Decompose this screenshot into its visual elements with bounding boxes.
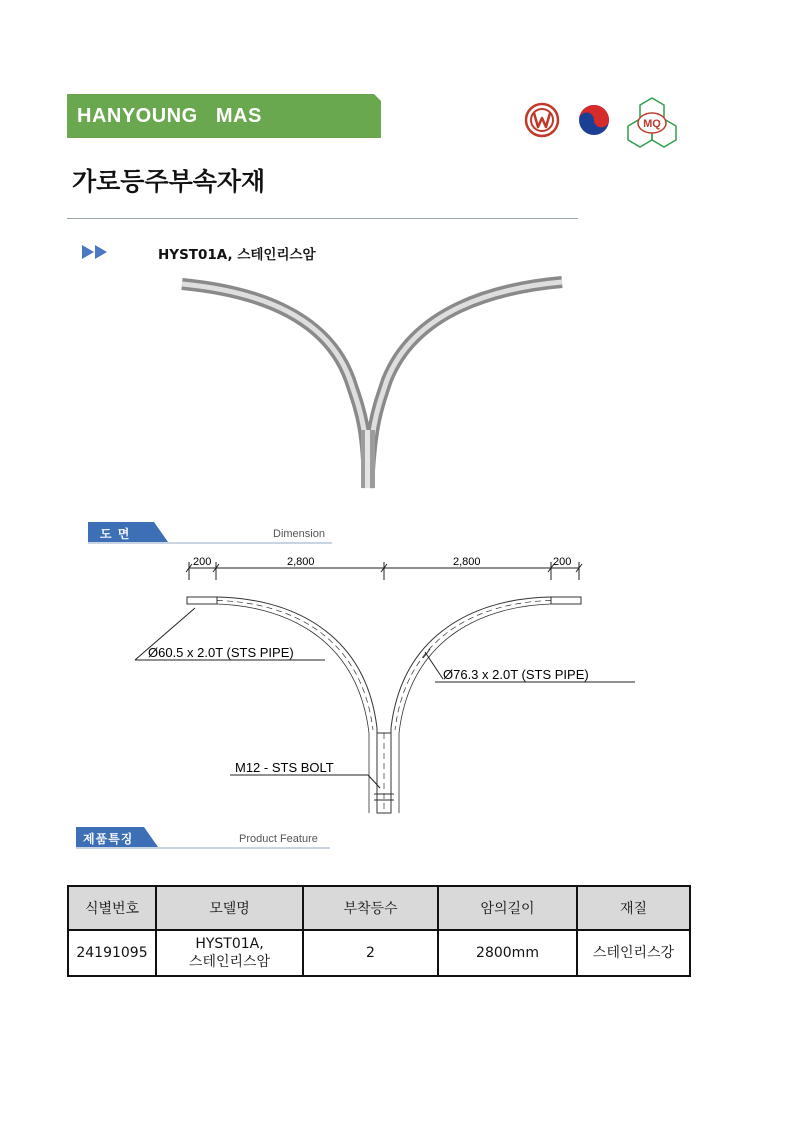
section-underline [76, 847, 330, 849]
dim-left-end: 200 [193, 556, 212, 568]
title-divider [67, 218, 578, 219]
brand-bar [67, 94, 381, 138]
ks-certification-icon [526, 104, 558, 136]
model-line-2: 스테인리스암 [188, 954, 271, 970]
certification-logos [524, 96, 682, 148]
page-title: 가로등주부속자재 [72, 167, 266, 196]
dimension-drawing [125, 548, 645, 824]
feature-section-header [76, 827, 330, 849]
model-line-1: HYST01A, [195, 936, 264, 952]
table-header-row [68, 886, 690, 930]
cell-id: 24191095 [68, 930, 156, 976]
cell-model [156, 930, 303, 976]
mq-label: MQ [643, 118, 661, 130]
feature-section-label: 제품특징 [83, 832, 134, 846]
bolt-spec: M12 - STS BOLT [235, 760, 334, 775]
header-lamps: 부착등수 [303, 886, 438, 930]
dim-left-arm: 2,800 [287, 556, 315, 568]
pipe-outline [187, 597, 581, 813]
header-model: 모델명 [156, 886, 303, 930]
mq-certification-icon [628, 98, 676, 147]
header-length: 암의길이 [438, 886, 577, 930]
brand-name: HANYOUNG MAS [77, 105, 262, 127]
cell-length: 2800mm [438, 930, 577, 976]
end-pipe-spec: Ø60.5 x 2.0T (STS PIPE) [148, 645, 294, 660]
dimension-lines [186, 562, 582, 580]
arm-pipe-spec: Ø76.3 x 2.0T (STS PIPE) [443, 667, 589, 682]
header-material: 재질 [577, 886, 690, 930]
header-id: 식별번호 [68, 886, 156, 930]
dimension-section-label: 도 면 [100, 527, 131, 541]
spec-table [67, 885, 691, 977]
section-underline [88, 542, 332, 544]
product-name: HYST01A, 스테인리스암 [158, 247, 316, 263]
dimension-section-header [88, 522, 332, 544]
feature-section-en-label: Product Feature [239, 833, 318, 845]
cell-material: 스테인리스강 [577, 930, 690, 976]
korea-taegeuk-icon [579, 105, 609, 135]
dimension-section-en-label: Dimension [273, 528, 325, 540]
cell-lamps: 2 [303, 930, 438, 976]
product-photo [175, 270, 570, 496]
leader-lines [135, 608, 635, 788]
dim-right-end: 200 [553, 556, 572, 568]
dim-right-arm: 2,800 [453, 556, 481, 568]
double-arrow-icon [82, 244, 110, 264]
table-row [68, 930, 690, 976]
